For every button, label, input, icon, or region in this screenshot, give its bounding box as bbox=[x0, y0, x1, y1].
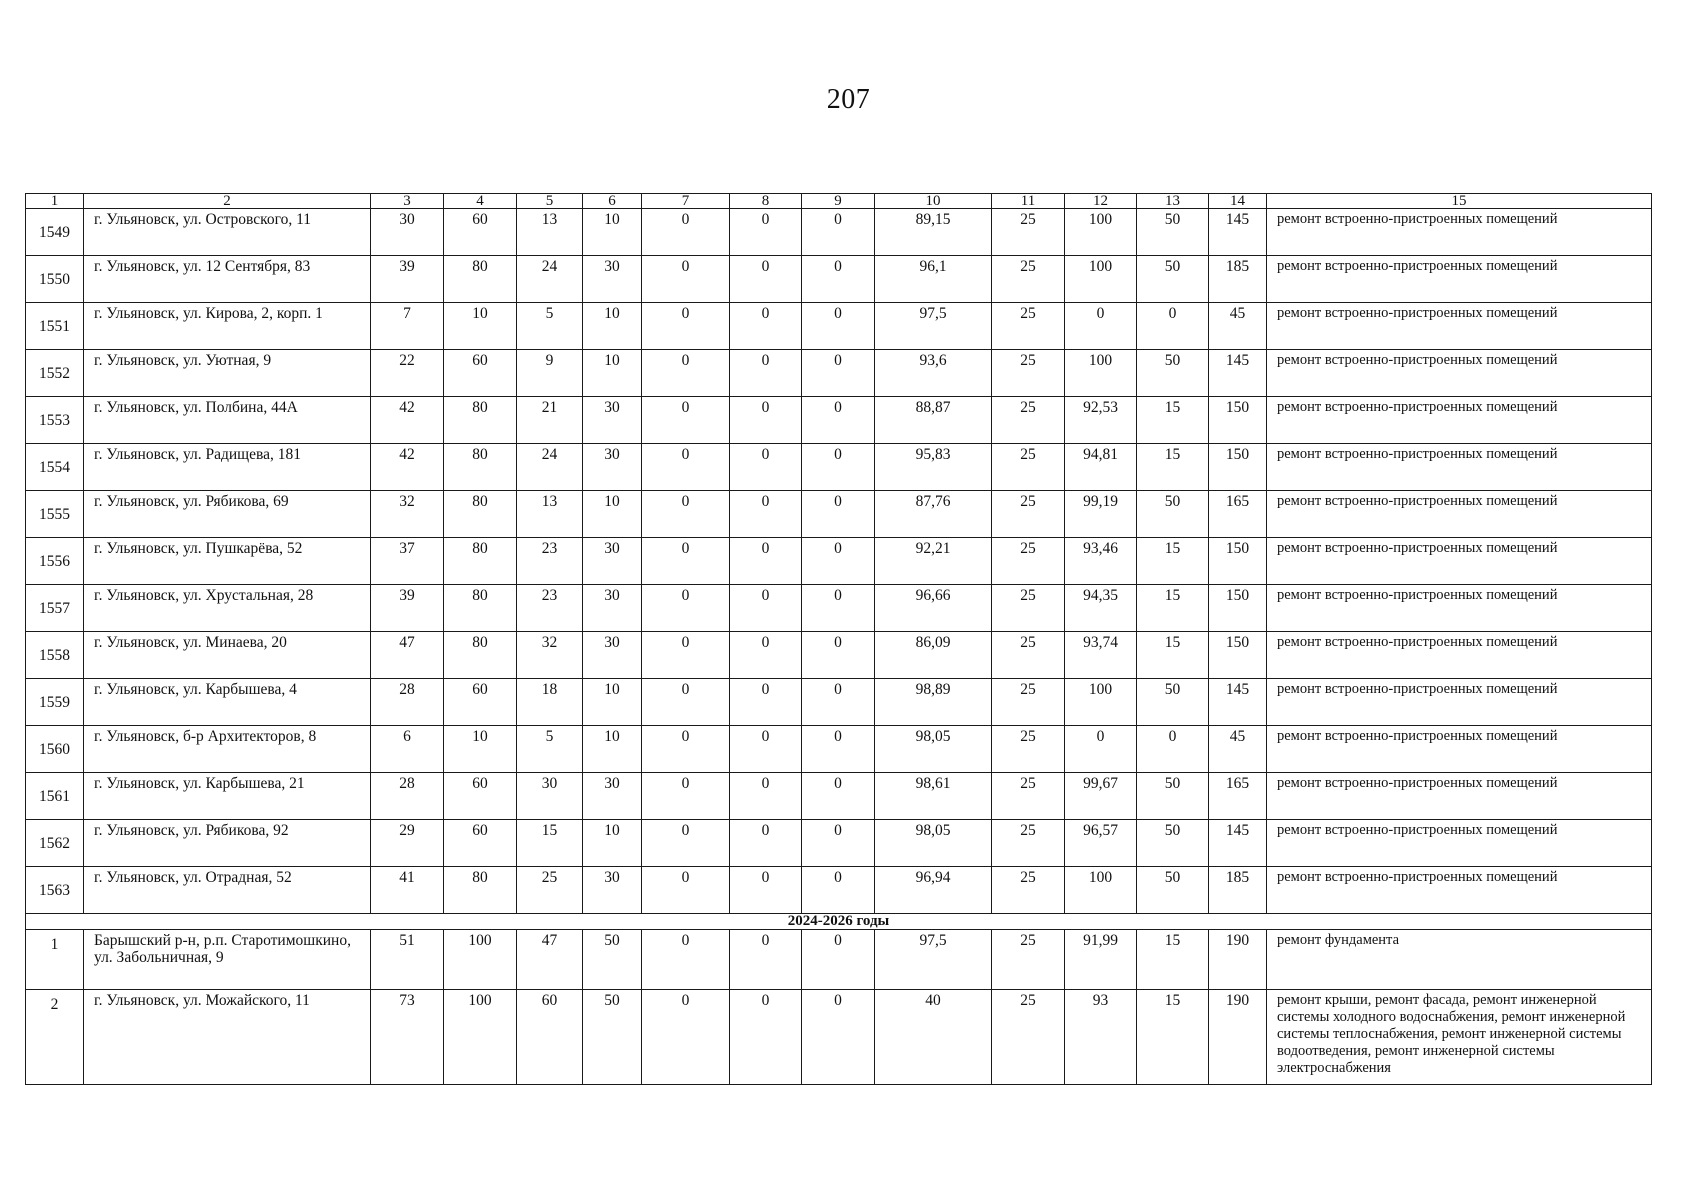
column-number: 8 bbox=[730, 194, 802, 209]
table-cell: 0 bbox=[730, 820, 802, 867]
table-cell: 30 bbox=[583, 256, 642, 303]
table-cell: 0 bbox=[730, 538, 802, 585]
table-cell: 29 bbox=[371, 820, 444, 867]
column-number: 11 bbox=[992, 194, 1065, 209]
table-cell: 28 bbox=[371, 773, 444, 820]
table-cell: 1553 bbox=[26, 397, 84, 444]
column-number: 10 bbox=[875, 194, 992, 209]
table-cell: 98,61 bbox=[875, 773, 992, 820]
table-cell: 95,83 bbox=[875, 444, 992, 491]
table-cell: 100 bbox=[1065, 350, 1137, 397]
table-cell: 0 bbox=[642, 679, 730, 726]
column-number: 4 bbox=[444, 194, 517, 209]
table-cell: г. Ульяновск, ул. Пушкарёва, 52 bbox=[84, 538, 371, 585]
table-cell: ремонт встроенно-пристроенных помещений bbox=[1267, 585, 1652, 632]
table-cell: 100 bbox=[1065, 679, 1137, 726]
table-cell: ремонт встроенно-пристроенных помещений bbox=[1267, 632, 1652, 679]
table-cell: 50 bbox=[1137, 491, 1209, 538]
table-cell: 15 bbox=[1137, 538, 1209, 585]
table-cell: 45 bbox=[1209, 303, 1267, 350]
table-cell: 0 bbox=[642, 397, 730, 444]
table-cell: 92,21 bbox=[875, 538, 992, 585]
table-cell: г. Ульяновск, ул. Можайского, 11 bbox=[84, 990, 371, 1085]
table-cell: 145 bbox=[1209, 209, 1267, 256]
table-cell: 0 bbox=[802, 256, 875, 303]
table-cell: 100 bbox=[1065, 256, 1137, 303]
table-row bbox=[26, 930, 1652, 990]
table-cell: 1561 bbox=[26, 773, 84, 820]
table-cell: 150 bbox=[1209, 397, 1267, 444]
table-cell: 60 bbox=[517, 990, 583, 1085]
table-row bbox=[26, 209, 1652, 256]
table-cell: 0 bbox=[802, 930, 875, 990]
table-cell: 0 bbox=[730, 491, 802, 538]
table-cell: 0 bbox=[642, 820, 730, 867]
table-cell: 1559 bbox=[26, 679, 84, 726]
table-cell: 0 bbox=[730, 990, 802, 1085]
table-cell: 6 bbox=[371, 726, 444, 773]
table-cell: 94,81 bbox=[1065, 444, 1137, 491]
table-cell: 0 bbox=[730, 209, 802, 256]
table-cell: 0 bbox=[642, 538, 730, 585]
table-cell: 15 bbox=[1137, 585, 1209, 632]
table-cell: 13 bbox=[517, 209, 583, 256]
table-cell: 0 bbox=[730, 726, 802, 773]
table-cell: ремонт встроенно-пристроенных помещений bbox=[1267, 350, 1652, 397]
table-cell: 87,76 bbox=[875, 491, 992, 538]
table-cell: 0 bbox=[642, 303, 730, 350]
table-cell: 2 bbox=[26, 990, 84, 1085]
table-cell: 91,99 bbox=[1065, 930, 1137, 990]
table-cell: 0 bbox=[642, 990, 730, 1085]
table-cell: 145 bbox=[1209, 350, 1267, 397]
table-cell: 0 bbox=[730, 350, 802, 397]
table-cell: 30 bbox=[583, 585, 642, 632]
table-cell: г. Ульяновск, ул. Карбышева, 21 bbox=[84, 773, 371, 820]
table-cell: г. Ульяновск, ул. Минаева, 20 bbox=[84, 632, 371, 679]
table-cell: 10 bbox=[583, 820, 642, 867]
table-row bbox=[26, 585, 1652, 632]
table-cell: 5 bbox=[517, 303, 583, 350]
table-cell: 0 bbox=[642, 585, 730, 632]
table-cell: 60 bbox=[444, 820, 517, 867]
table-cell: 93,46 bbox=[1065, 538, 1137, 585]
table-cell: 15 bbox=[517, 820, 583, 867]
table-cell: 0 bbox=[642, 726, 730, 773]
table-cell: 0 bbox=[730, 397, 802, 444]
table-cell: 1560 bbox=[26, 726, 84, 773]
table-cell: 25 bbox=[992, 491, 1065, 538]
table-cell: 32 bbox=[517, 632, 583, 679]
table-cell: г. Ульяновск, ул. Рябикова, 92 bbox=[84, 820, 371, 867]
table-cell: 0 bbox=[642, 209, 730, 256]
table-cell: 0 bbox=[802, 867, 875, 914]
table-cell: 0 bbox=[802, 209, 875, 256]
table-cell: г. Ульяновск, ул. Карбышева, 4 bbox=[84, 679, 371, 726]
table-cell: 25 bbox=[992, 820, 1065, 867]
table-cell: 0 bbox=[730, 444, 802, 491]
table-cell: 165 bbox=[1209, 491, 1267, 538]
table-cell: 50 bbox=[1137, 350, 1209, 397]
table-cell: 150 bbox=[1209, 632, 1267, 679]
table-cell: 100 bbox=[1065, 867, 1137, 914]
table-row bbox=[26, 491, 1652, 538]
table-cell: 94,35 bbox=[1065, 585, 1137, 632]
table-cell: 50 bbox=[583, 990, 642, 1085]
table-cell: 25 bbox=[992, 256, 1065, 303]
table-cell: 15 bbox=[1137, 930, 1209, 990]
table-cell: 30 bbox=[583, 632, 642, 679]
table-cell: 50 bbox=[1137, 867, 1209, 914]
table-cell: 0 bbox=[802, 990, 875, 1085]
table-cell: 7 bbox=[371, 303, 444, 350]
table-cell: 99,67 bbox=[1065, 773, 1137, 820]
table-cell: 22 bbox=[371, 350, 444, 397]
table-cell: 25 bbox=[992, 679, 1065, 726]
table-cell: 0 bbox=[730, 930, 802, 990]
table-cell: 0 bbox=[730, 867, 802, 914]
table-row bbox=[26, 397, 1652, 444]
table-cell: 0 bbox=[642, 350, 730, 397]
table-cell: 100 bbox=[444, 930, 517, 990]
table-cell: 50 bbox=[1137, 209, 1209, 256]
table-row bbox=[26, 632, 1652, 679]
table-cell: 97,5 bbox=[875, 930, 992, 990]
table-row bbox=[26, 350, 1652, 397]
table-cell: 10 bbox=[583, 350, 642, 397]
column-number: 6 bbox=[583, 194, 642, 209]
table-row bbox=[26, 538, 1652, 585]
table-cell: 150 bbox=[1209, 444, 1267, 491]
table-cell: 100 bbox=[1065, 209, 1137, 256]
table-cell: 32 bbox=[371, 491, 444, 538]
table-cell: 1551 bbox=[26, 303, 84, 350]
table-cell: 39 bbox=[371, 256, 444, 303]
table-cell: 0 bbox=[802, 303, 875, 350]
table-cell: 30 bbox=[583, 773, 642, 820]
table-cell: 30 bbox=[583, 397, 642, 444]
table-cell: ремонт встроенно-пристроенных помещений bbox=[1267, 303, 1652, 350]
table-cell: 0 bbox=[802, 679, 875, 726]
table-row bbox=[26, 820, 1652, 867]
section-title: 2024-2026 годы bbox=[26, 914, 1652, 930]
table-cell: 42 bbox=[371, 397, 444, 444]
table-cell: ремонт встроенно-пристроенных помещений bbox=[1267, 491, 1652, 538]
table-cell: 145 bbox=[1209, 679, 1267, 726]
table-cell: г. Ульяновск, ул. Хрустальная, 28 bbox=[84, 585, 371, 632]
table-cell: 25 bbox=[517, 867, 583, 914]
table-cell: 80 bbox=[444, 585, 517, 632]
table-cell: 15 bbox=[1137, 990, 1209, 1085]
table-cell: 0 bbox=[730, 679, 802, 726]
table-cell: 1563 bbox=[26, 867, 84, 914]
table-cell: 0 bbox=[642, 444, 730, 491]
table-cell: ремонт встроенно-пристроенных помещений bbox=[1267, 397, 1652, 444]
table-cell: 50 bbox=[1137, 256, 1209, 303]
table-cell: 39 bbox=[371, 585, 444, 632]
table-cell: ремонт встроенно-пристроенных помещений bbox=[1267, 209, 1652, 256]
table-cell: 40 bbox=[875, 990, 992, 1085]
table-cell: 93 bbox=[1065, 990, 1137, 1085]
table-cell: 41 bbox=[371, 867, 444, 914]
table-cell: 1558 bbox=[26, 632, 84, 679]
table-cell: 0 bbox=[802, 538, 875, 585]
table-cell: 0 bbox=[642, 491, 730, 538]
table-cell: 30 bbox=[371, 209, 444, 256]
table-cell: 15 bbox=[1137, 444, 1209, 491]
table-cell: ремонт встроенно-пристроенных помещений bbox=[1267, 773, 1652, 820]
table-cell: 0 bbox=[802, 726, 875, 773]
table-cell: г. Ульяновск, ул. Уютная, 9 bbox=[84, 350, 371, 397]
table-cell: г. Ульяновск, ул. Полбина, 44А bbox=[84, 397, 371, 444]
table-cell: 23 bbox=[517, 538, 583, 585]
table-cell: 25 bbox=[992, 632, 1065, 679]
table-cell: 96,1 bbox=[875, 256, 992, 303]
table-cell: 0 bbox=[642, 632, 730, 679]
table-cell: 28 bbox=[371, 679, 444, 726]
table-row bbox=[26, 303, 1652, 350]
table-cell: 0 bbox=[802, 632, 875, 679]
table-cell: г. Ульяновск, ул. Радищева, 181 bbox=[84, 444, 371, 491]
table-cell: 0 bbox=[802, 397, 875, 444]
table-cell: 18 bbox=[517, 679, 583, 726]
table-cell: 96,66 bbox=[875, 585, 992, 632]
table-cell: 25 bbox=[992, 444, 1065, 491]
table-cell: 93,6 bbox=[875, 350, 992, 397]
table-cell: 0 bbox=[730, 585, 802, 632]
table-cell: 86,09 bbox=[875, 632, 992, 679]
table-cell: 60 bbox=[444, 773, 517, 820]
table-cell: 60 bbox=[444, 209, 517, 256]
table-cell: 0 bbox=[730, 256, 802, 303]
table-cell: ремонт встроенно-пристроенных помещений bbox=[1267, 679, 1652, 726]
table-cell: 10 bbox=[583, 491, 642, 538]
table-cell: 25 bbox=[992, 867, 1065, 914]
table-cell: 50 bbox=[1137, 773, 1209, 820]
column-number-row bbox=[26, 194, 1652, 209]
table-cell: 24 bbox=[517, 444, 583, 491]
table-cell: ремонт встроенно-пристроенных помещений bbox=[1267, 867, 1652, 914]
table-cell: ремонт крыши, ремонт фасада, ремонт инженерной системы холодного водоснабжения, ремонт инженерной системы теплоснабжения, ремонт инженерной системы водоотведения, ремонт инженерной системы электроснабжения bbox=[1267, 990, 1652, 1085]
table-cell: 1556 bbox=[26, 538, 84, 585]
table-cell: 0 bbox=[730, 773, 802, 820]
table-cell: 0 bbox=[642, 867, 730, 914]
table-cell: 1557 bbox=[26, 585, 84, 632]
table-cell: 97,5 bbox=[875, 303, 992, 350]
table-cell: 89,15 bbox=[875, 209, 992, 256]
table-cell: 92,53 bbox=[1065, 397, 1137, 444]
column-number: 12 bbox=[1065, 194, 1137, 209]
table-cell: 25 bbox=[992, 773, 1065, 820]
table-cell: 25 bbox=[992, 726, 1065, 773]
table-cell: г. Ульяновск, ул. Рябикова, 69 bbox=[84, 491, 371, 538]
table-cell: 73 bbox=[371, 990, 444, 1085]
column-number: 7 bbox=[642, 194, 730, 209]
table-cell: 42 bbox=[371, 444, 444, 491]
table-body bbox=[26, 194, 1652, 1085]
table-cell: 10 bbox=[444, 303, 517, 350]
table-cell: 50 bbox=[1137, 820, 1209, 867]
table-cell: 13 bbox=[517, 491, 583, 538]
table-cell: 96,94 bbox=[875, 867, 992, 914]
table-cell: 15 bbox=[1137, 397, 1209, 444]
table-cell: 190 bbox=[1209, 930, 1267, 990]
table-cell: ремонт встроенно-пристроенных помещений bbox=[1267, 538, 1652, 585]
table-cell: 0 bbox=[642, 930, 730, 990]
table-cell: 5 bbox=[517, 726, 583, 773]
table-cell: 0 bbox=[642, 773, 730, 820]
table-cell: 0 bbox=[802, 773, 875, 820]
column-number: 9 bbox=[802, 194, 875, 209]
table-cell: 0 bbox=[730, 632, 802, 679]
column-number: 13 bbox=[1137, 194, 1209, 209]
table-cell: 25 bbox=[992, 585, 1065, 632]
data-table bbox=[25, 193, 1652, 1085]
table-cell: 165 bbox=[1209, 773, 1267, 820]
table-cell: 30 bbox=[583, 538, 642, 585]
table-cell: 47 bbox=[517, 930, 583, 990]
table-cell: 0 bbox=[802, 585, 875, 632]
table-cell: 60 bbox=[444, 679, 517, 726]
table-cell: 98,05 bbox=[875, 726, 992, 773]
column-number: 15 bbox=[1267, 194, 1652, 209]
table-cell: 190 bbox=[1209, 990, 1267, 1085]
table-cell: 98,05 bbox=[875, 820, 992, 867]
table-cell: 51 bbox=[371, 930, 444, 990]
table-cell: 0 bbox=[802, 444, 875, 491]
table-cell: 1562 bbox=[26, 820, 84, 867]
table-cell: 10 bbox=[583, 303, 642, 350]
table-cell: 25 bbox=[992, 303, 1065, 350]
table-cell: 25 bbox=[992, 990, 1065, 1085]
table-cell: 9 bbox=[517, 350, 583, 397]
table-row bbox=[26, 990, 1652, 1085]
table-cell: 0 bbox=[730, 303, 802, 350]
table-cell: 25 bbox=[992, 209, 1065, 256]
section-header-row bbox=[26, 914, 1652, 930]
table-cell: Барышский р-н, р.п. Старотимошкино, ул. Забольничная, 9 bbox=[84, 930, 371, 990]
column-number: 1 bbox=[26, 194, 84, 209]
column-number: 14 bbox=[1209, 194, 1267, 209]
table-cell: г. Ульяновск, б-р Архитекторов, 8 bbox=[84, 726, 371, 773]
page-number: 207 bbox=[826, 84, 871, 115]
table-row bbox=[26, 773, 1652, 820]
table-row bbox=[26, 444, 1652, 491]
table-cell: 185 bbox=[1209, 256, 1267, 303]
table-cell: г. Ульяновск, ул. Кирова, 2, корп. 1 bbox=[84, 303, 371, 350]
table-cell: 1552 bbox=[26, 350, 84, 397]
table-cell: 80 bbox=[444, 256, 517, 303]
table-cell: ремонт фундамента bbox=[1267, 930, 1652, 990]
table-cell: 1549 bbox=[26, 209, 84, 256]
table-cell: 150 bbox=[1209, 585, 1267, 632]
table-cell: 80 bbox=[444, 632, 517, 679]
table-cell: г. Ульяновск, ул. Отрадная, 52 bbox=[84, 867, 371, 914]
table-row bbox=[26, 867, 1652, 914]
table-cell: ремонт встроенно-пристроенных помещений bbox=[1267, 820, 1652, 867]
table-cell: 0 bbox=[1137, 303, 1209, 350]
table-cell: 96,57 bbox=[1065, 820, 1137, 867]
table-cell: 80 bbox=[444, 538, 517, 585]
table-cell: 0 bbox=[802, 350, 875, 397]
table-cell: 60 bbox=[444, 350, 517, 397]
table-cell: 24 bbox=[517, 256, 583, 303]
table-cell: г. Ульяновск, ул. Островского, 11 bbox=[84, 209, 371, 256]
table-cell: 99,19 bbox=[1065, 491, 1137, 538]
table-cell: 10 bbox=[583, 679, 642, 726]
table-cell: 15 bbox=[1137, 632, 1209, 679]
table-cell: 45 bbox=[1209, 726, 1267, 773]
table-cell: 0 bbox=[1065, 726, 1137, 773]
table-cell: 0 bbox=[802, 491, 875, 538]
table-cell: 21 bbox=[517, 397, 583, 444]
table-cell: 0 bbox=[802, 820, 875, 867]
table-cell: 80 bbox=[444, 397, 517, 444]
table-cell: ремонт встроенно-пристроенных помещений bbox=[1267, 444, 1652, 491]
column-number: 5 bbox=[517, 194, 583, 209]
table-cell: 47 bbox=[371, 632, 444, 679]
table-cell: 0 bbox=[1065, 303, 1137, 350]
table-cell: 25 bbox=[992, 397, 1065, 444]
table-cell: 0 bbox=[642, 256, 730, 303]
table-cell: 80 bbox=[444, 867, 517, 914]
table-cell: 30 bbox=[583, 444, 642, 491]
table-row bbox=[26, 256, 1652, 303]
table-cell: 0 bbox=[1137, 726, 1209, 773]
table-cell: 25 bbox=[992, 350, 1065, 397]
table-cell: 30 bbox=[517, 773, 583, 820]
table-row bbox=[26, 679, 1652, 726]
table-row bbox=[26, 726, 1652, 773]
table-cell: г. Ульяновск, ул. 12 Сентября, 83 bbox=[84, 256, 371, 303]
table-cell: ремонт встроенно-пристроенных помещений bbox=[1267, 726, 1652, 773]
column-number: 2 bbox=[84, 194, 371, 209]
table-cell: 50 bbox=[583, 930, 642, 990]
table-cell: 1555 bbox=[26, 491, 84, 538]
table-cell: 1 bbox=[26, 930, 84, 990]
table-cell: 93,74 bbox=[1065, 632, 1137, 679]
table-cell: 10 bbox=[583, 209, 642, 256]
table-cell: 10 bbox=[444, 726, 517, 773]
table-cell: 10 bbox=[583, 726, 642, 773]
table-cell: 25 bbox=[992, 538, 1065, 585]
table-cell: 1550 bbox=[26, 256, 84, 303]
table-cell: 145 bbox=[1209, 820, 1267, 867]
table-cell: 98,89 bbox=[875, 679, 992, 726]
table-cell: 88,87 bbox=[875, 397, 992, 444]
table-cell: ремонт встроенно-пристроенных помещений bbox=[1267, 256, 1652, 303]
table-cell: 80 bbox=[444, 444, 517, 491]
table-cell: 80 bbox=[444, 491, 517, 538]
column-number: 3 bbox=[371, 194, 444, 209]
table-cell: 25 bbox=[992, 930, 1065, 990]
table-cell: 50 bbox=[1137, 679, 1209, 726]
table-cell: 23 bbox=[517, 585, 583, 632]
table-cell: 1554 bbox=[26, 444, 84, 491]
table-cell: 37 bbox=[371, 538, 444, 585]
table-cell: 185 bbox=[1209, 867, 1267, 914]
table-cell: 150 bbox=[1209, 538, 1267, 585]
table-cell: 30 bbox=[583, 867, 642, 914]
table-cell: 100 bbox=[444, 990, 517, 1085]
